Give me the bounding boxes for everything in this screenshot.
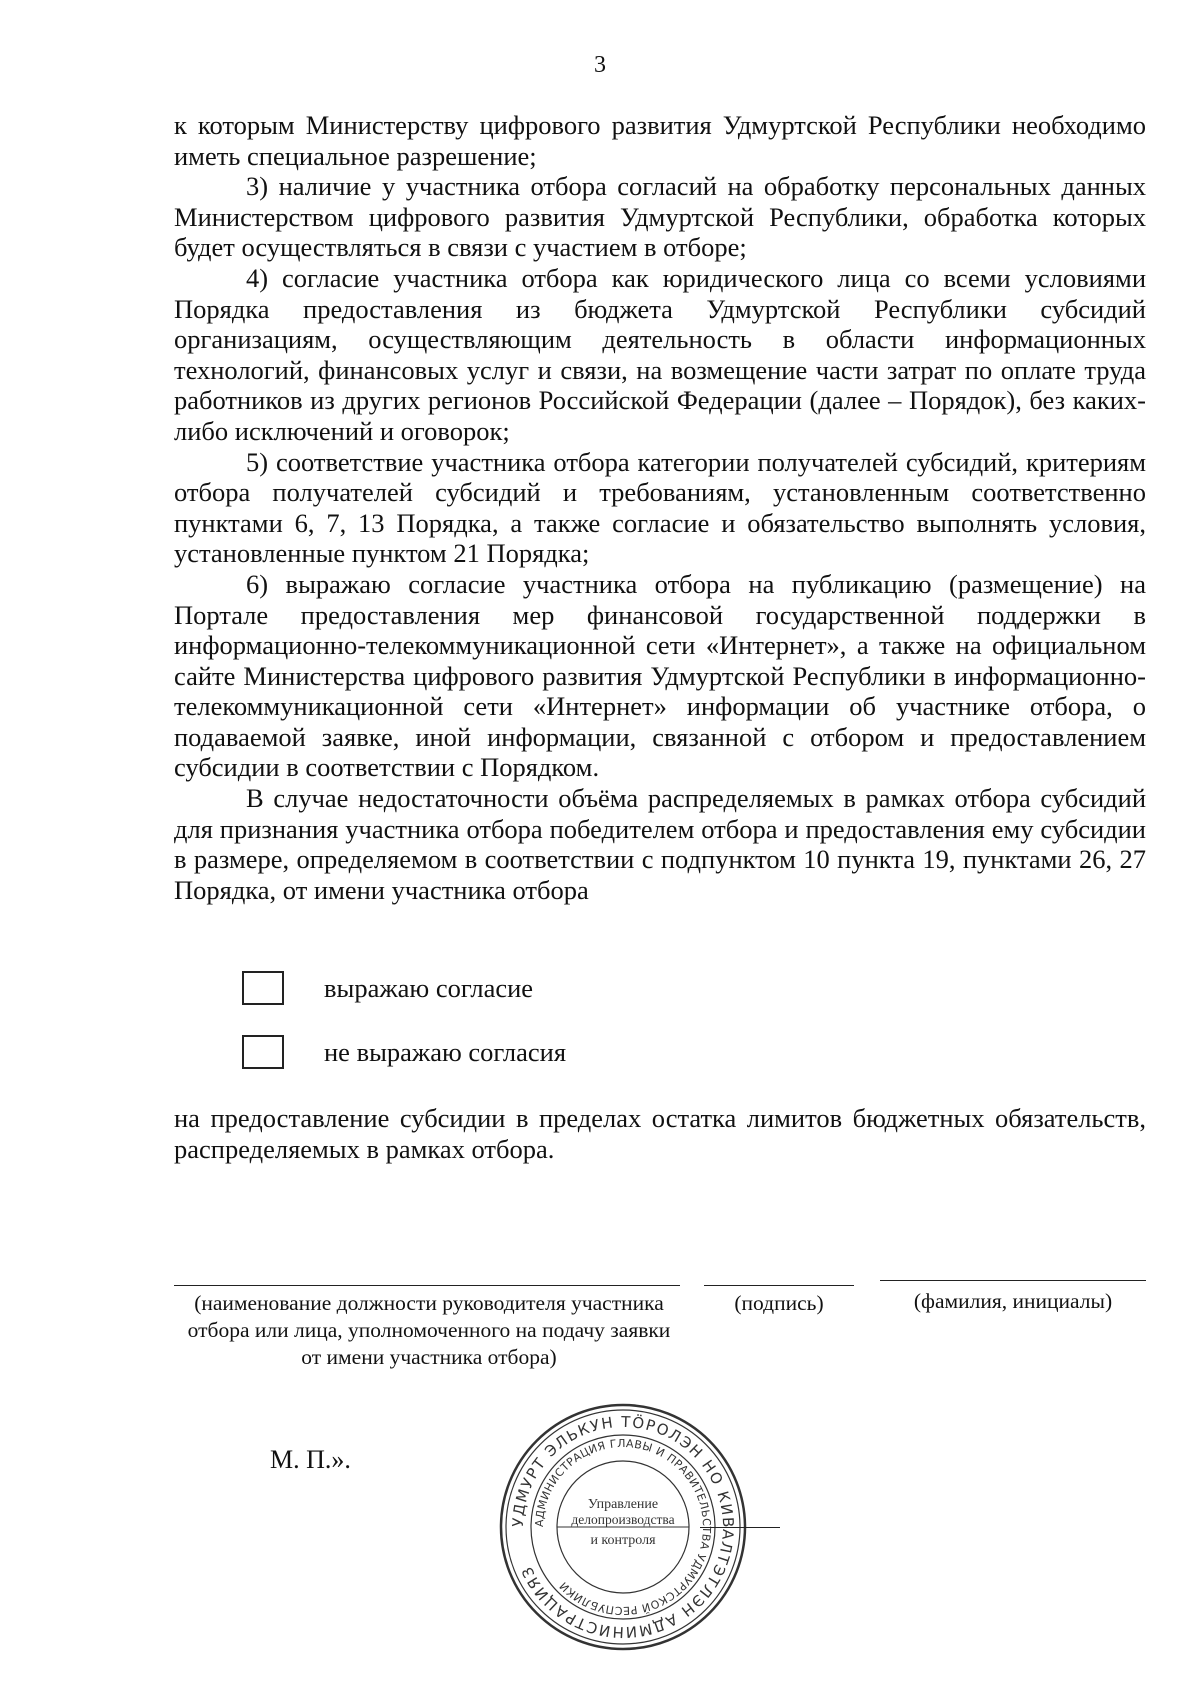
disagree-label: не выражаю согласия xyxy=(324,1036,567,1067)
option-disagree[interactable] xyxy=(242,1033,566,1071)
paragraph-continuation: к которым Министерству цифрового развития Удмуртской Республики необходимо иметь специальное разрешение; xyxy=(174,110,1146,171)
stamp-center-line-1: Управление xyxy=(587,1497,659,1512)
stamp-outer-text: УДМУРТ ЭЛЬКУН ТÖРОЛЭН НО КИВАЛТЭТЛЭН АДМИНИСТРАЦИЯЗ xyxy=(508,1412,738,1642)
stamp-center-line-3: и контроля xyxy=(590,1533,656,1548)
stamp-center-line-2: делопроизводства xyxy=(571,1512,675,1527)
paragraph-insufficiency: В случае недостаточности объёма распределяемых в рамках отбора субсидий для признания участника отбора победителем отбора и предоставления ему субсидии в размере, определяемом в соответствии с подпунктом 10 пункта 19, пунктами 26, 27 Порядка, от имени участника отбора xyxy=(174,783,1146,905)
disagree-checkbox[interactable] xyxy=(242,1035,284,1069)
stamp-inner-text: АДМИНИСТРАЦИЯ ГЛАВЫ И ПРАВИТЕЛЬСТВА УДМУРТСКОЙ РЕСПУБЛИКИ xyxy=(532,1436,714,1618)
signature-line xyxy=(704,1285,854,1286)
name-caption: (фамилия, инициалы) xyxy=(913,1289,1113,1313)
paragraph-item-4: 4) согласие участника отбора как юридического лица со всеми условиями Порядка предоставления из бюджета Удмуртской Республики субсидий организациям, осуществляющим деятельность в области информационных технологий, финансовых услуг и связи, на возмещение части затрат по оплате труда работников из других регионов Российской Федерации (далее – Порядок), без каких-либо исключений и оговорок; xyxy=(174,262,1146,446)
option-agree[interactable] xyxy=(242,969,533,1007)
paragraph-item-5: 5) соответствие участника отбора категории получателей субсидий, критериям отбора получателей субсидий и требованиям, установленным соответственно пунктами 6, 7, 13 Порядка, а также согласие и обязательство выполнять условия, установленные пунктом 21 Порядка; xyxy=(174,446,1146,569)
body-text xyxy=(174,110,1146,905)
paragraph-item-3: 3) наличие у участника отбора согласий на обработку персональных данных Министерством цифрового развития Удмуртской Республики, обработка которых будет осуществляться в связи с участием в отборе; xyxy=(174,171,1146,263)
paragraph-item-6: 6) выражаю согласие участника отбора на публикацию (размещение) на Портале предоставления мер финансовой государственной поддержки в информационно-телекоммуникационной сети «Интернет», а также на официальном сайте Министерства цифрового развития Удмуртской Республики в информационно-телекоммуникационной сети «Интернет» информации об участнике отбора, о подаваемой заявке, иной информации, связанной с отбором и предоставлением субсидии в соответствии с Порядком. xyxy=(174,568,1146,783)
page-number: 3 xyxy=(594,52,606,78)
name-signature-line xyxy=(880,1280,1146,1281)
agree-label: выражаю согласие xyxy=(324,972,534,1003)
signature-caption: (подпись) xyxy=(734,1291,824,1315)
agree-checkbox[interactable] xyxy=(242,971,284,1005)
position-signature-line xyxy=(174,1285,680,1286)
stamp-crossing-line xyxy=(700,1527,780,1528)
closing-paragraph: на предоставление субсидии в пределах остатка лимитов бюджетных обязательств, распределяемых в рамках отбора. xyxy=(174,1103,1146,1164)
seal-place-label: М. П.». xyxy=(270,1445,351,1474)
position-caption: (наименование должности руководителя участника отбора или лица, уполномоченного на подачу заявки от имени участника отбора) xyxy=(187,1291,671,1369)
